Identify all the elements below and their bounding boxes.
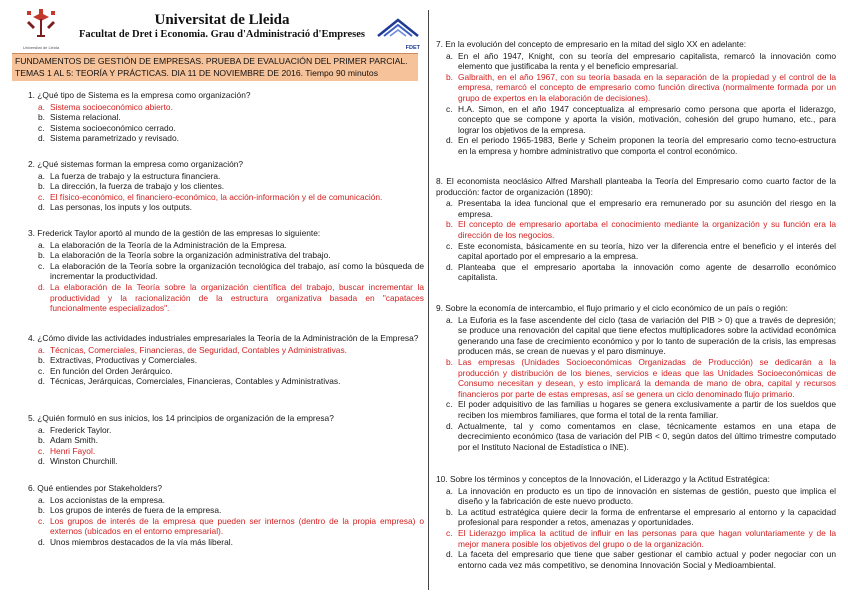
exam-title-line-1: FUNDAMENTOS DE GESTIÓN DE EMPRESAS. PRUEBA DE EVALUACIÓN DEL PRIMER PARCIAL. <box>15 56 408 66</box>
option-b: b. Las empresas (Unidades Socioeconómicas Organizadas de Producción) se dedicarán a la producción y distribución de los bienes, servicios e ideas que las Unidades Socioeconómicas de Consumo necesitan y desean, y esto implicará la demanda de mano de obra, capital y recursos financieros por parte de estas empresas, así se genera un ciclo denominado flujo primario. <box>446 356 836 399</box>
university-logo <box>10 9 72 50</box>
option-b: b. La dirección, la fuerza de trabajo y los clientes. <box>38 181 225 192</box>
fdet-label: FDET <box>405 45 420 51</box>
options-list <box>28 495 424 548</box>
question-text: 6. Qué entiendes por Stakeholders? <box>28 483 163 493</box>
options-list <box>436 198 836 283</box>
option-b: b. El concepto de empresario aportaba el conocimiento mediante la organización y su función era la dirección de los negocios. <box>446 219 836 240</box>
option-c: c. El físico-económico, el financiero-económico, la acción-información y el de comunicación. <box>38 191 383 202</box>
question-text: 4. ¿Cómo divide las actividades industriales empresariales la Teoría de la Administración de la Empresa? <box>28 333 419 343</box>
question-text: 3. Frederick Taylor aportó al mundo de la gestión de las empresas lo siguiente: <box>28 228 321 238</box>
option-a: a. La fuerza de trabajo y la estructura financiera. <box>38 170 221 181</box>
option-d: d. Sistema parametrizado y revisado. <box>38 133 179 144</box>
question-3 <box>28 228 424 314</box>
option-d: d. Técnicas, Jerárquicas, Comerciales, Financieras, Contables y Administrativas. <box>38 376 341 387</box>
option-d: d. La faceta del empresario que tiene que saber gestionar el cambio actual y poder negociar con un entorno cada vez más competitivo, se denomina Innovación Social y Medioambiental. <box>446 549 836 570</box>
option-d: d. Planteaba que el empresario aportaba la innovación como agente de desarrollo económico capitalista. <box>446 261 836 283</box>
option-d: d. En el periodo 1965-1983, Berle y Scheim proponen la teoría del empresario como tecno-estructura en la empresa y hombre administrativo que comporta el control económico. <box>446 135 836 156</box>
logo-caption: Universitat de Lleida <box>22 45 60 50</box>
question-1 <box>28 90 424 144</box>
question-7 <box>436 39 836 157</box>
options-list <box>436 51 836 157</box>
question-10 <box>436 474 836 570</box>
exam-title-line-2: TEMAS 1 AL 5: TEORÍA Y PRÁCTICAS. DIA 11 DE NOVIEMBRE DE 2016. Tiempo 90 minutos <box>15 67 378 78</box>
option-b: b. Galbraith, en el año 1967, con su teoría basada en la separación de la propiedad y el control de la empresa, remarcó el concepto de empresario como función directiva (normalmente formada por un grupo de expertos en la elaboración de decisiones). <box>446 71 836 103</box>
option-a: a. Técnicas, Comerciales, Financieras, de Seguridad, Contables y Administrativas. <box>38 344 347 355</box>
question-text: 5. ¿Quién formuló en sus inicios, los 14 principios de organización de la empresa? <box>28 413 334 423</box>
option-c: c. La elaboración de la Teoría sobre la organización tecnológica del trabajo, así como la búsqueda de incrementar la productividad. <box>38 260 424 282</box>
university-title: Universitat de Lleida <box>154 12 290 28</box>
option-c: c. Los grupos de interés de la empresa que pueden ser internos (dentro de la propia empresa) o externos (ubicados en el entorno empresarial). <box>38 515 424 537</box>
faculty-subtitle: Facultat de Dret i Economia. Grau d'Administració d'Empreses <box>78 29 366 40</box>
option-b: b. La elaboración de la Teoría sobre la organización administrativa del trabajo. <box>38 250 331 261</box>
option-c: c. Henri Fayol. <box>38 445 96 456</box>
options-list <box>28 425 424 467</box>
option-a: a. La elaboración de la Teoría de la Administración de la Empresa. <box>38 239 287 250</box>
options-list <box>436 486 836 571</box>
option-d: d. Actualmente, tal y como comentamos en clase, técnicamente estamos en una etapa de decrecimiento económico (tasa de variación del PIB < 0, según datos del último trimestre computado por el Instituto Nacional de Estadística o INE). <box>446 420 836 452</box>
option-d: d. Unos miembros destacados de la vía más liberal. <box>38 536 233 547</box>
options-list <box>436 315 836 453</box>
column-divider <box>428 10 429 590</box>
option-c: c. El Liderazgo implica la actitud de influir en las personas para que hagan voluntariamente y de la mejor manera posible los objetivos del grupo o de la organización. <box>446 527 836 549</box>
option-d: d. Winston Churchill. <box>38 456 118 467</box>
option-a: a. Frederick Taylor. <box>38 424 112 435</box>
question-text: 8. El economista neoclásico Alfred Marshall planteaba la Teoría del Empresario como cuarto factor de la producción: factor de organización (1890): <box>436 176 836 197</box>
options-list <box>28 171 424 213</box>
option-b: b. Adam Smith. <box>38 435 98 446</box>
question-9 <box>436 303 836 452</box>
option-a: a. Los accionistas de la empresa. <box>38 494 165 505</box>
option-c: c. El poder adquisitivo de las familias u hogares se genera exclusivamente a partir de los sueldos que reciben los miembros familiares, que forma el total de la renta familiar. <box>446 399 836 420</box>
question-text: 9. Sobre la economía de intercambio, el flujo primario y el ciclo económico de un país o región: <box>436 303 788 313</box>
options-list <box>28 102 424 144</box>
options-list <box>28 345 424 387</box>
question-text: 1. ¿Qué tipo de Sistema es la empresa como organización? <box>28 90 251 100</box>
question-text: 7. En la evolución del concepto de empresario en la mitad del siglo XX en adelante: <box>436 39 747 49</box>
question-6 <box>28 483 424 548</box>
question-2 <box>28 159 424 213</box>
fdet-building-icon <box>376 16 420 42</box>
question-text: 10. Sobre los términos y conceptos de la Innovación, el Liderazgo y la Actitud Estratégica: <box>436 474 770 484</box>
option-b: b. Los grupos de interés de fuera de la empresa. <box>38 505 222 516</box>
university-crest-icon <box>21 9 61 39</box>
option-b: b. Extractivas, Productivas y Comerciales. <box>38 355 198 366</box>
question-text: 2. ¿Qué sistemas forman la empresa como organización? <box>28 159 244 169</box>
option-c: c. Sistema socioeconómico cerrado. <box>38 122 176 133</box>
option-a: a. La Euforia es la fase ascendente del ciclo (tasa de variación del PIB > 0) que a través de depresión; se produce una renovación del capital que tiene efectos multiplicadores sobre la actividad económica generando una fase de crecimiento económico y por lo tanto de superación de la crisis, las empresas producen más, se crean de nuevas y el paro disminuye. <box>446 314 836 357</box>
question-4 <box>28 333 424 387</box>
question-5 <box>28 413 424 467</box>
option-a: a. Presentaba la idea funcional que el empresario era remunerado por su asunción del riesgo en la empresa. <box>446 198 836 219</box>
option-c: c. H.A. Simon, en el año 1947 conceptualiza al empresario como persona que aporta el liderazgo, concepto que se compone y aporta la visión, motivación, cohesión del grupo humano, etc., para lograr los objetivos de la empresa. <box>446 103 836 135</box>
option-d: d. Las personas, los inputs y los outputs. <box>38 202 192 213</box>
options-list <box>28 240 424 314</box>
option-b: b. La actitud estratégica quiere decir la forma de enfrentarse el empresario al entorno y la capacidad profesional para responder a retos, amenazas y oportunidades. <box>446 506 836 528</box>
option-c: c. En función del Orden Jerárquico. <box>38 365 173 376</box>
exam-title-box <box>12 53 418 81</box>
option-b: b. Sistema relacional. <box>38 112 121 123</box>
option-a: a. En el año 1947, Knight, con su teoría del empresario capitalista, remarcó la innovación como elemento que justificaba la renta y el beneficio empresarial. <box>446 50 836 72</box>
question-8 <box>436 176 836 283</box>
option-a: a. Sistema socioeconómico abierto. <box>38 101 173 112</box>
option-c: c. Este economista, básicamente en su teoría, hizo ver la diferencia entre el beneficio y el interés del capital aportado por el empresario a la empresa. <box>446 240 836 262</box>
option-a: a. La innovación en producto es un tipo de innovación en sistemas de gestión, puesto que implica el diseño y la fabricación de este nuevo producto. <box>446 485 836 507</box>
option-d: d. La elaboración de la Teoría sobre la organización científica del trabajo, buscar incrementar la productividad y la racionalización de la estructura organizativa basada en "capataces funcionalmente especializados". <box>38 281 424 314</box>
fdet-logo <box>376 16 420 51</box>
